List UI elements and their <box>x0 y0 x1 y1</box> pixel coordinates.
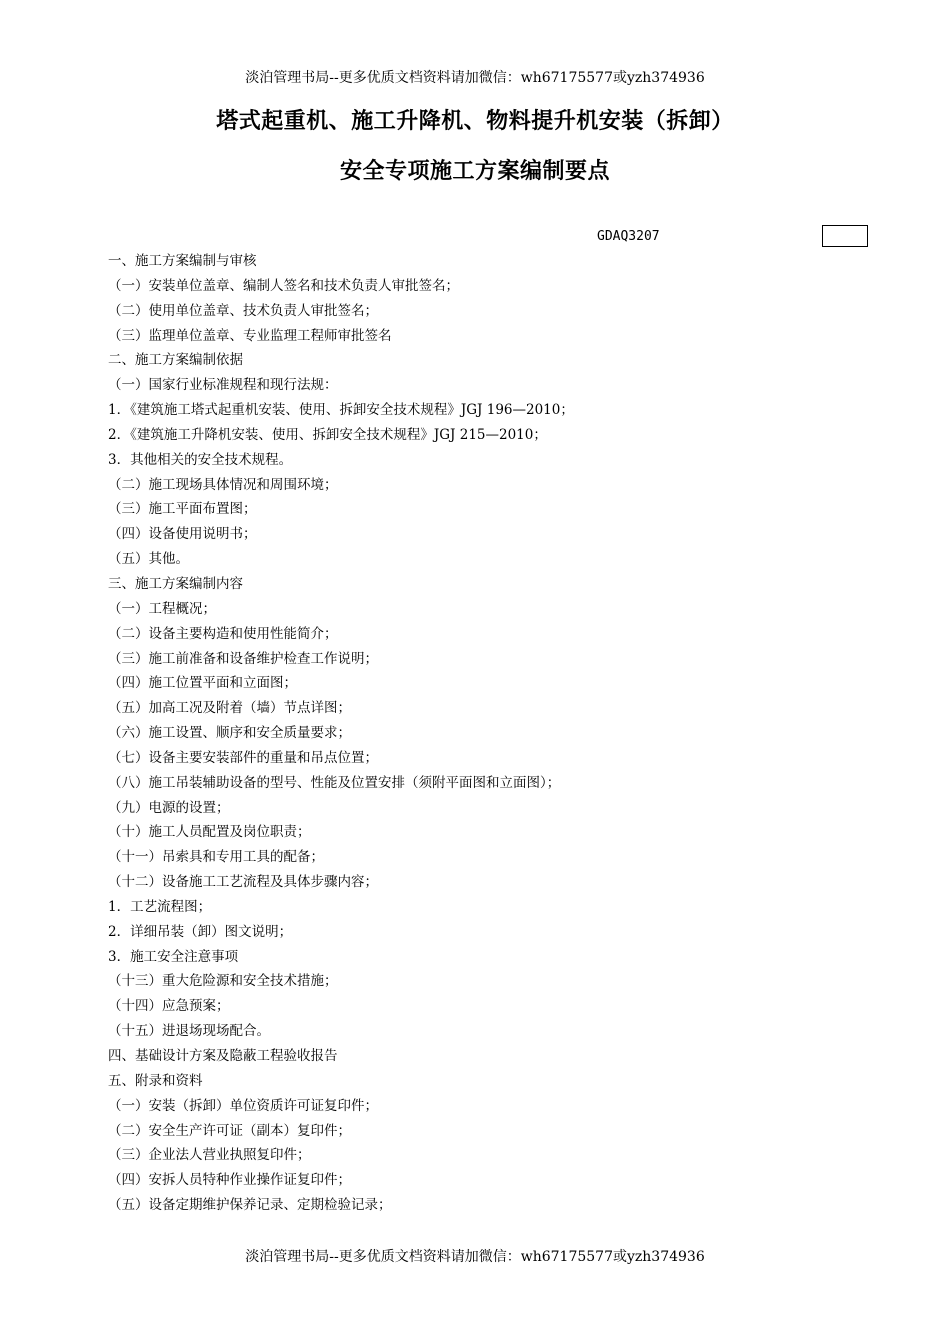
body-line: （八）施工吊装辅助设备的型号、性能及位置安排（须附平面图和立面图）； <box>108 774 561 791</box>
body-line: 3．施工安全注意事项 <box>108 948 239 965</box>
body-line: 一、施工方案编制与审核 <box>108 253 257 269</box>
body-line: （一）安装（拆卸）单位资质许可证复印件； <box>108 1097 378 1114</box>
document-body <box>108 249 848 1218</box>
body-line: （四）施工位置平面和立面图； <box>108 675 297 692</box>
body-line: （十）施工人员配置及岗位职责； <box>108 824 311 841</box>
body-line: （十三）重大危险源和安全技术措施； <box>108 973 338 990</box>
body-line: （五）其他。 <box>108 551 189 568</box>
body-line: 1．工艺流程图； <box>108 898 212 915</box>
body-line: （一）安装单位盖章、编制人签名和技术负责人审批签名； <box>108 277 459 294</box>
body-line: （十一）吊索具和专用工具的配备； <box>108 849 324 866</box>
body-line: （十四）应急预案； <box>108 998 230 1015</box>
body-line: （二）使用单位盖章、技术负责人审批签名； <box>108 302 378 319</box>
body-line: （五）设备定期维护保养记录、定期检验记录； <box>108 1197 392 1214</box>
body-line: 三、施工方案编制内容 <box>108 575 243 592</box>
body-line: 1．《建筑施工塔式起重机安装、使用、拆卸安全技术规程》JGJ 196—2010； <box>108 402 574 419</box>
body-line: （三）施工平面布置图； <box>108 501 257 518</box>
body-line: （一）工程概况； <box>108 600 216 617</box>
body-line: （七）设备主要安装部件的重量和吊点位置； <box>108 749 378 766</box>
body-line: 2．《建筑施工升降机安装、使用、拆卸安全技术规程》JGJ 215—2010； <box>108 426 547 443</box>
document-title-line2: 安全专项施工方案编制要点 <box>339 159 610 184</box>
body-line: （二）施工现场具体情况和周围环境； <box>108 476 338 493</box>
body-line: （六）施工设置、顺序和安全质量要求； <box>108 725 351 742</box>
page-footer: 淡泊管理书局--更多优质文档资料请加微信：wh67175577或yzh374936 <box>245 1249 705 1265</box>
body-line: （三）监理单位盖章、专业监理工程师审批签名 <box>108 327 392 344</box>
body-line: （四）设备使用说明书； <box>108 526 257 543</box>
body-line: 3．其他相关的安全技术规程。 <box>108 451 293 468</box>
body-line: 二、施工方案编制依据 <box>108 352 243 369</box>
body-line: （一）国家行业标准规程和现行法规： <box>108 377 338 394</box>
body-line: 四、基础设计方案及隐蔽工程验收报告 <box>108 1048 338 1064</box>
body-line: （四）安拆人员特种作业操作证复印件； <box>108 1172 351 1189</box>
body-line: （三）企业法人营业执照复印件； <box>108 1147 311 1164</box>
body-line: （二）安全生产许可证（副本）复印件； <box>108 1122 351 1139</box>
body-line: （十五）进退场现场配合。 <box>108 1023 270 1040</box>
document-title-line1: 塔式起重机、施工升降机、物料提升机安装（拆卸） <box>216 109 734 134</box>
page-header: 淡泊管理书局--更多优质文档资料请加微信：wh67175577或yzh374936 <box>245 70 705 86</box>
body-line: 五、附录和资料 <box>108 1072 203 1089</box>
body-line: 2．详细吊装（卸）图文说明； <box>108 923 293 940</box>
body-line: （十二）设备施工工艺流程及具体步骤内容； <box>108 874 378 891</box>
body-line: （五）加高工况及附着（墙）节点详图； <box>108 700 351 717</box>
body-line: （三）施工前准备和设备维护检查工作说明； <box>108 650 378 667</box>
document-code: GDAQ3207 <box>597 229 660 244</box>
code-box <box>822 225 868 247</box>
body-line: （九）电源的设置； <box>108 799 230 816</box>
body-line: （二）设备主要构造和使用性能简介； <box>108 625 338 642</box>
